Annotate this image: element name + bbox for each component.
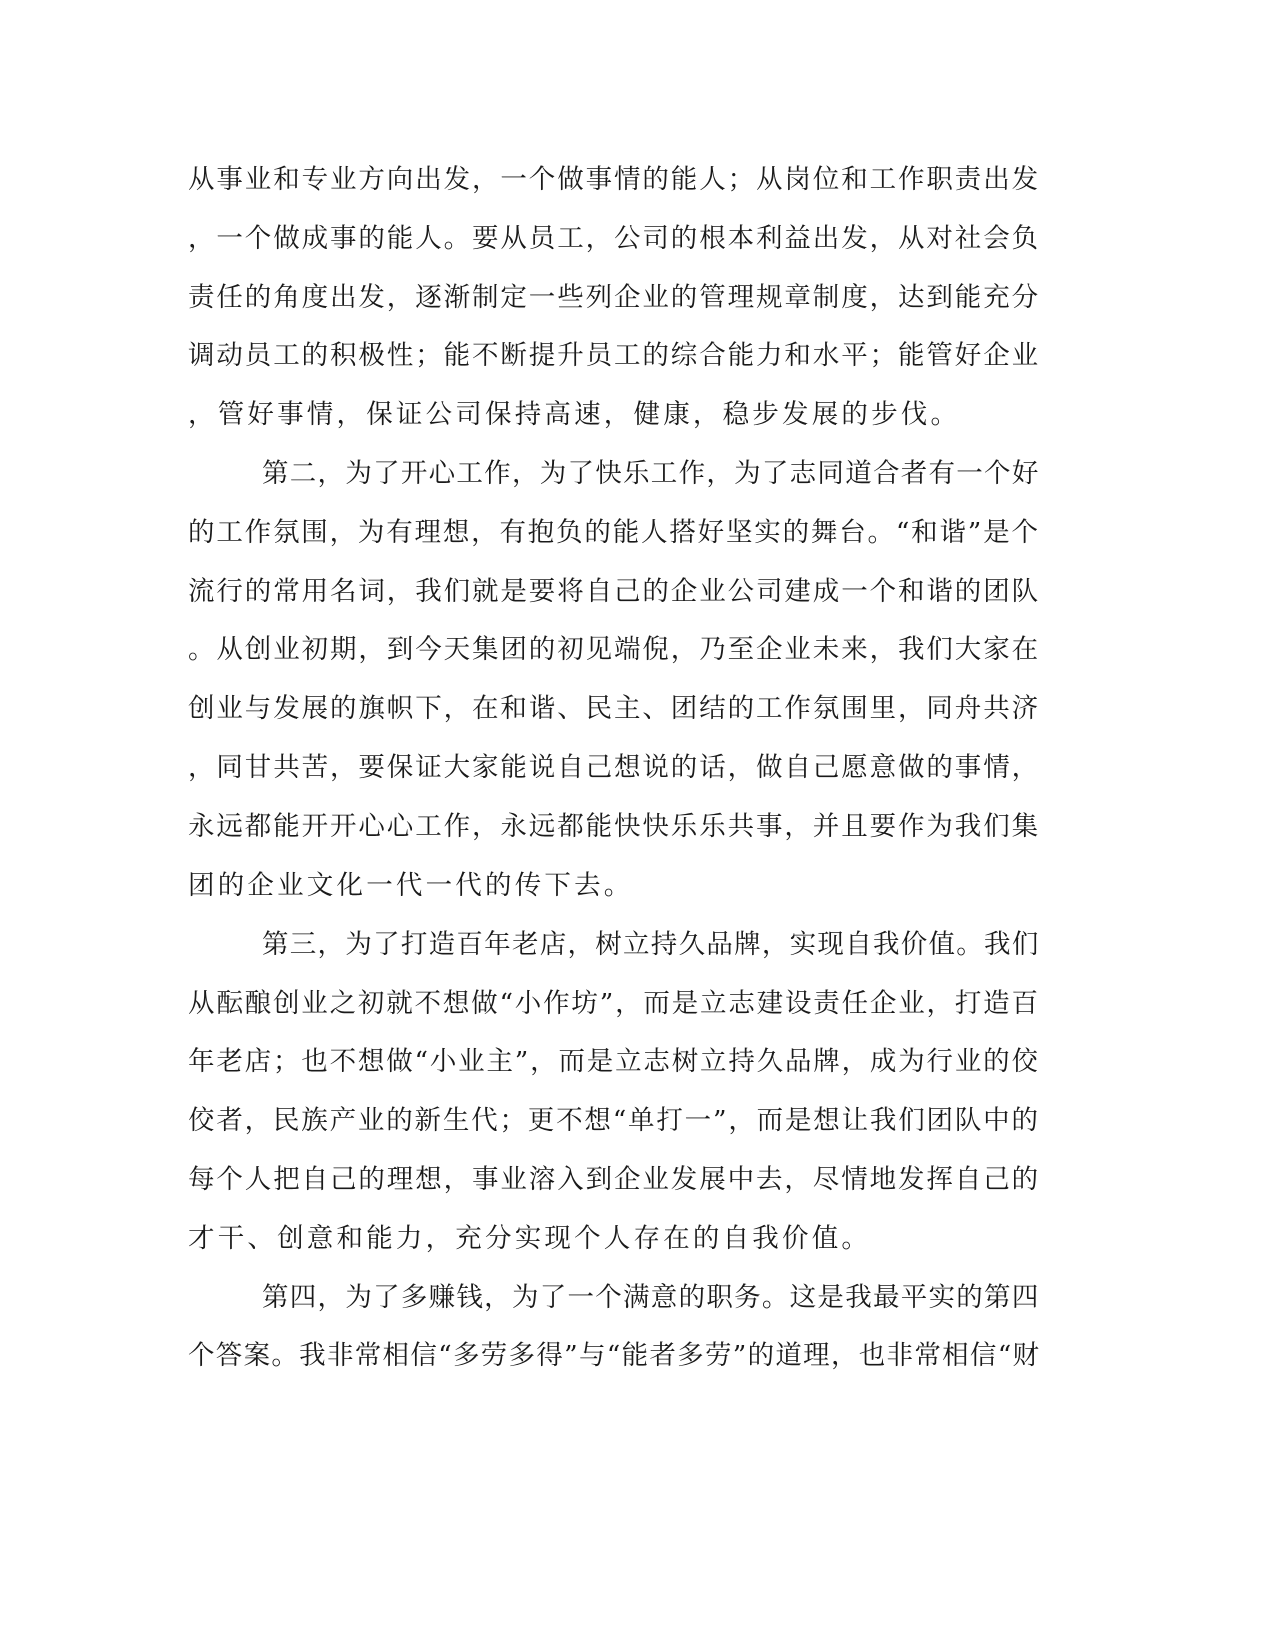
text-line: 。从创业初期，到今天集团的初见端倪，乃至企业未来，我们大家在 — [188, 634, 1040, 665]
text-line: 创业与发展的旗帜下，在和谐、民主、团结的工作氛围里，同舟共济 — [188, 693, 1040, 724]
text-line: ，管好事情，保证公司保持高速，健康，稳步发展的步伐。 — [188, 399, 961, 430]
paragraph-start-line: 第二，为了开心工作，为了快乐工作，为了志同道合者有一个好 — [262, 458, 1040, 489]
text-line: 才干、创意和能力，充分实现个人存在的自我价值。 — [188, 1223, 872, 1254]
text-line: ，同甘共苦，要保证大家能说自己想说的话，做自己愿意做的事情， — [188, 752, 1040, 783]
text-line: 每个人把自己的理想，事业溶入到企业发展中去，尽情地发挥自己的 — [188, 1164, 1040, 1195]
text-line: 流行的常用名词，我们就是要将自己的企业公司建成一个和谐的团队 — [188, 576, 1040, 607]
paragraph-start-line: 第三，为了打造百年老店，树立持久品牌，实现自我价值。我们 — [262, 929, 1040, 960]
text-line: 年老店；也不想做“小业主”，而是立志树立持久品牌，成为行业的佼 — [188, 1046, 1040, 1077]
text-line: 永远都能开开心心工作，永远都能快快乐乐共事，并且要作为我们集 — [188, 811, 1040, 842]
paragraph-start-line: 第四，为了多赚钱，为了一个满意的职务。这是我最平实的第四 — [262, 1282, 1040, 1313]
text-line: 从酝酿创业之初就不想做“小作坊”，而是立志建设责任企业，打造百 — [188, 988, 1040, 1019]
text-line: 调动员工的积极性；能不断提升员工的综合能力和水平；能管好企业 — [188, 340, 1040, 371]
text-line: ，一个做成事的能人。要从员工，公司的根本利益出发，从对社会负 — [188, 223, 1040, 254]
text-line: 从事业和专业方向出发，一个做事情的能人；从岗位和工作职责出发 — [188, 164, 1040, 195]
text-line: 团的企业文化一代一代的传下去。 — [188, 870, 634, 901]
text-line: 责任的角度出发，逐渐制定一些列企业的管理规章制度，达到能充分 — [188, 282, 1040, 313]
text-line: 个答案。我非常相信“多劳多得”与“能者多劳”的道理，也非常相信“财 — [188, 1340, 1041, 1371]
text-line: 佼者，民族产业的新生代；更不想“单打一”，而是想让我们团队中的 — [188, 1105, 1040, 1136]
text-line: 的工作氛围，为有理想，有抱负的能人搭好坚实的舞台。“和谐”是个 — [188, 517, 1040, 548]
